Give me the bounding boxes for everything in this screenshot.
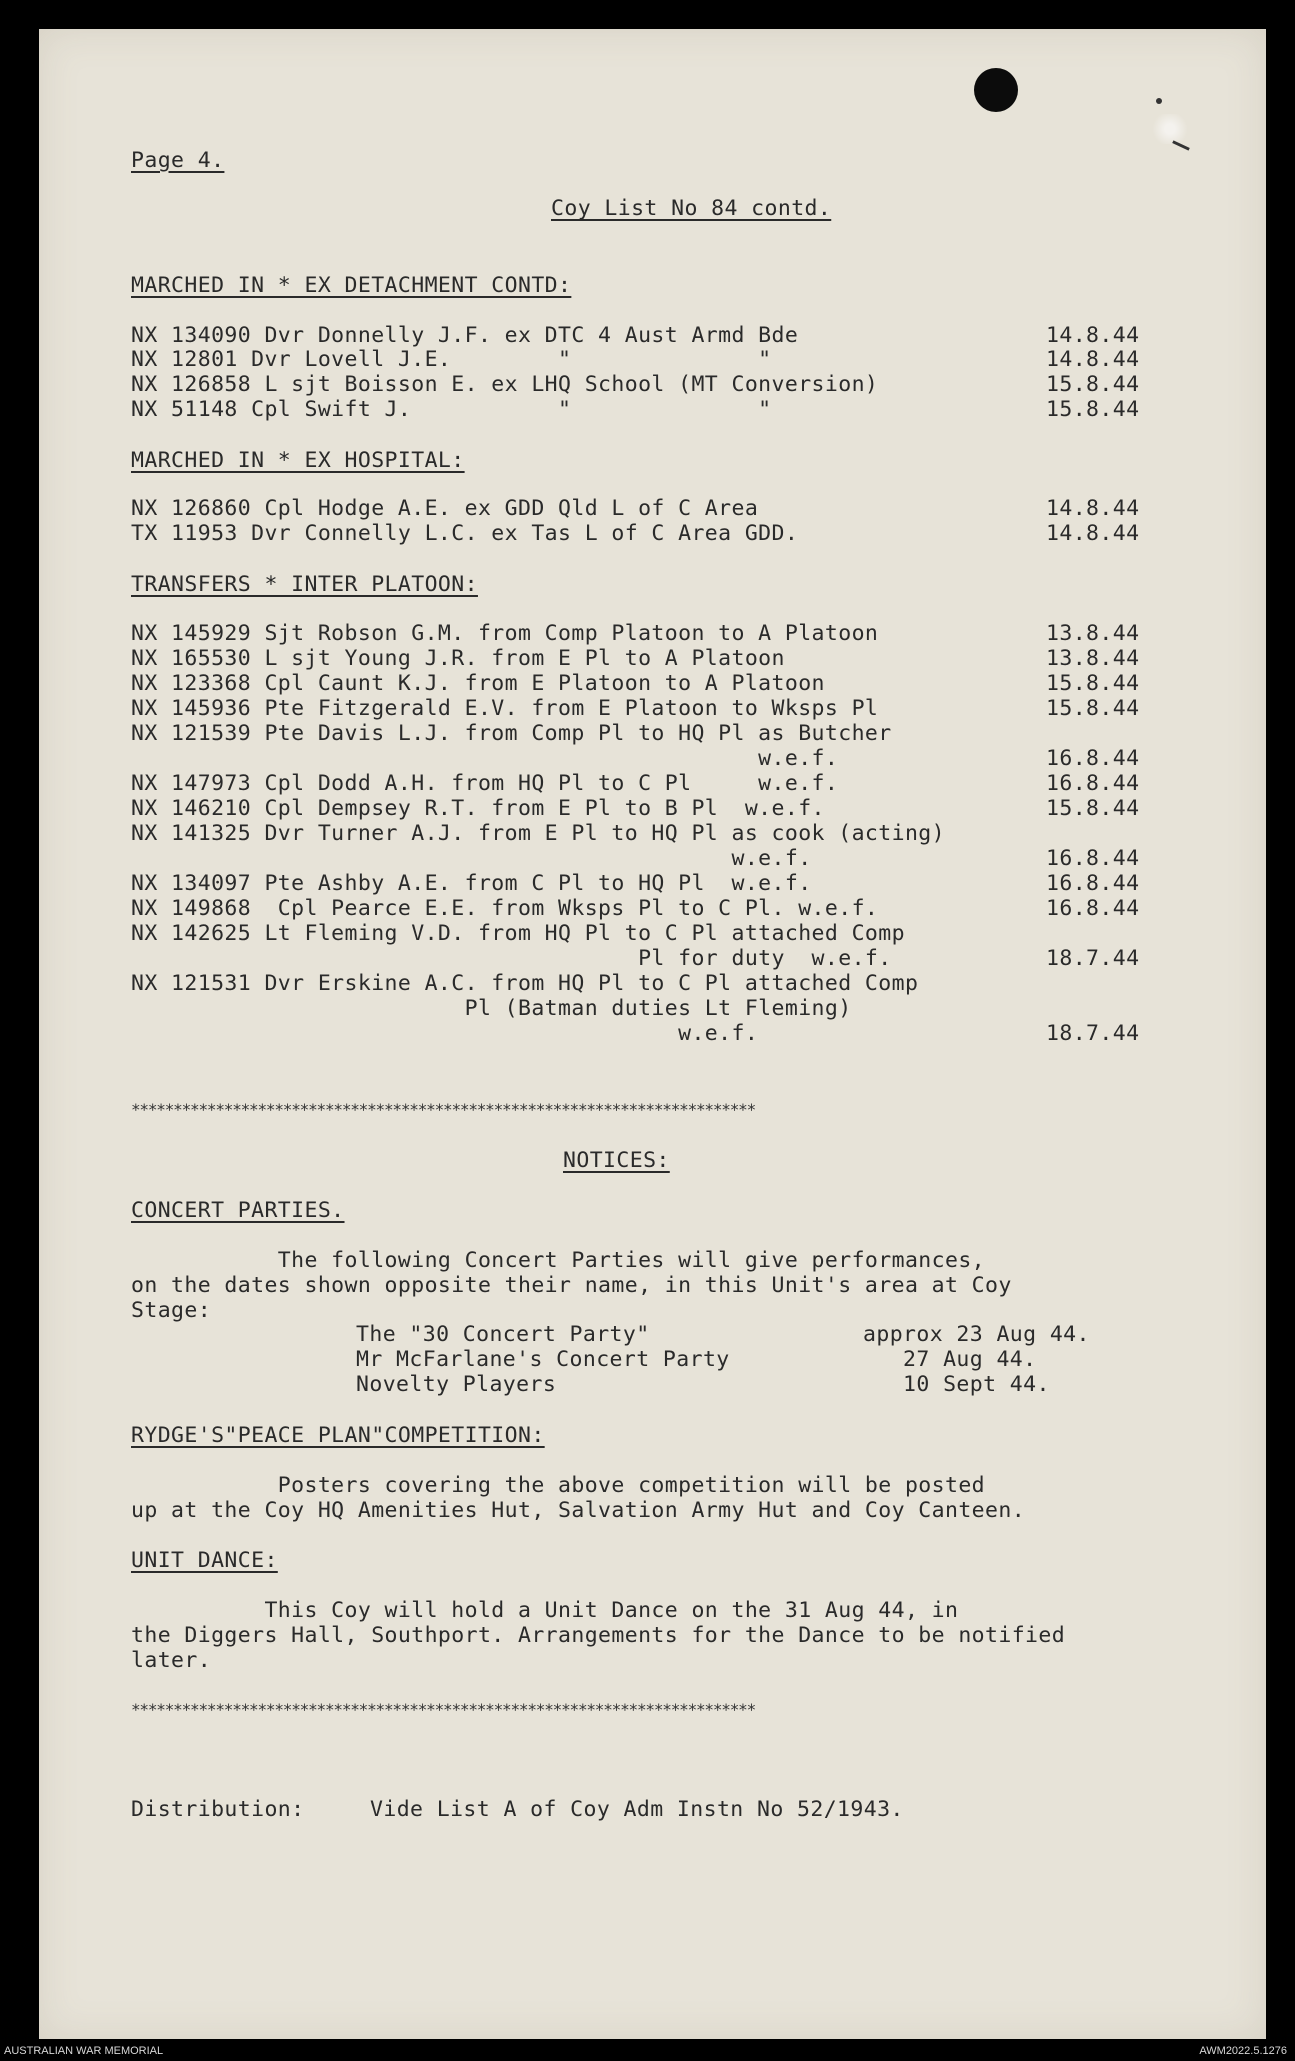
footer-archive-name: AUSTRALIAN WAR MEMORIAL xyxy=(4,2045,164,2057)
list-item: NX 121539 Pte Davis L.J. from Comp Pl to HQ Pl as Butcher xyxy=(131,721,892,746)
list-item: NX 126860 Cpl Hodge A.E. ex GDD Qld L of C Area xyxy=(131,496,759,521)
dance-paragraph-line: the Diggers Hall, Southport. Arrangements for the Dance to be notified xyxy=(131,1623,1066,1648)
concert-party-date: 10 Sept 44. xyxy=(863,1372,1050,1397)
list-item: NX 134097 Pte Ashby A.E. from C Pl to HQ Pl w.e.f. xyxy=(131,871,812,896)
list-item-date: 13.8.44 xyxy=(1046,621,1140,646)
concert-paragraph-line: Stage: xyxy=(131,1298,212,1323)
separator-stars: ************************************************************************** xyxy=(131,1700,756,1719)
list-item: NX 126858 L sjt Boisson E. ex LHQ School (MT Conversion) xyxy=(131,372,879,397)
list-item-date: 16.8.44 xyxy=(1046,871,1140,896)
distribution-text: Vide List A of Coy Adm Instn No 52/1943. xyxy=(370,1797,904,1822)
list-item: NX 149868 Cpl Pearce E.E. from Wksps Pl to C Pl. w.e.f. xyxy=(131,896,879,921)
rydge-paragraph-line: Posters covering the above competition will be posted xyxy=(131,1473,986,1498)
list-item: NX 142625 Lt Fleming V.D. from HQ Pl to C Pl attached Comp xyxy=(131,921,905,946)
concert-party-name: Novelty Players xyxy=(356,1372,557,1397)
rydge-paragraph-line: up at the Coy HQ Amenities Hut, Salvation Army Hut and Coy Canteen. xyxy=(131,1498,1026,1523)
page-number: Page 4. xyxy=(131,148,225,173)
section-heading-hospital: MARCHED IN * EX HOSPITAL: xyxy=(131,448,465,473)
notices-heading: NOTICES: xyxy=(563,1148,670,1173)
concert-party-date: approx 23 Aug 44. xyxy=(863,1322,1090,1347)
dance-paragraph-line: This Coy will hold a Unit Dance on the 31 Aug 44, in xyxy=(131,1598,959,1623)
pin-mark xyxy=(1150,114,1190,144)
list-item-date: 16.8.44 xyxy=(1046,896,1140,921)
punch-hole xyxy=(974,68,1018,112)
list-item: NX 145936 Pte Fitzgerald E.V. from E Platoon to Wksps Pl xyxy=(131,696,879,721)
list-item-date: 14.8.44 xyxy=(1046,323,1140,348)
list-item-date: 14.8.44 xyxy=(1046,496,1140,521)
concert-heading: CONCERT PARTIES. xyxy=(131,1198,345,1223)
list-item: NX 134090 Dvr Donnelly J.F. ex DTC 4 Aust Armd Bde xyxy=(131,323,799,348)
list-item-continuation: Pl for duty w.e.f. xyxy=(131,946,892,971)
list-item-continuation: w.e.f. xyxy=(131,746,839,771)
separator-stars: ************************************************************************** xyxy=(131,1100,756,1119)
list-item: NX 165530 L sjt Young J.R. from E Pl to A Platoon xyxy=(131,646,785,671)
concert-party-name: Mr McFarlane's Concert Party xyxy=(356,1347,730,1372)
list-item: NX 141325 Dvr Turner A.J. from E Pl to HQ Pl as cook (acting) xyxy=(131,821,945,846)
concert-party-date: 27 Aug 44. xyxy=(863,1347,1037,1372)
list-item: NX 121531 Dvr Erskine A.C. from HQ Pl to C Pl attached Comp xyxy=(131,971,919,996)
list-item-date: 15.8.44 xyxy=(1046,397,1140,422)
concert-party-name: The "30 Concert Party" xyxy=(356,1322,650,1347)
concert-paragraph-line: The following Concert Parties will give performances, xyxy=(131,1248,986,1273)
list-item-continuation: w.e.f. xyxy=(131,846,812,871)
list-item: NX 123368 Cpl Caunt K.J. from E Platoon to A Platoon xyxy=(131,671,825,696)
dance-paragraph-line: later. xyxy=(131,1648,212,1673)
list-item-date: 16.8.44 xyxy=(1046,746,1140,771)
dance-heading: UNIT DANCE: xyxy=(131,1548,278,1573)
list-item-date: 15.8.44 xyxy=(1046,671,1140,696)
rydge-heading: RYDGE'S"PEACE PLAN"COMPETITION: xyxy=(131,1423,545,1448)
list-item: TX 11953 Dvr Connelly L.C. ex Tas L of C Area GDD. xyxy=(131,521,799,546)
list-item: NX 12801 Dvr Lovell J.E. " " xyxy=(131,347,772,372)
list-title: Coy List No 84 contd. xyxy=(551,196,832,221)
list-item-date: 15.8.44 xyxy=(1046,796,1140,821)
list-item: NX 146210 Cpl Dempsey R.T. from E Pl to B Pl w.e.f. xyxy=(131,796,825,821)
list-item-date: 13.8.44 xyxy=(1046,646,1140,671)
list-item-date: 14.8.44 xyxy=(1046,347,1140,372)
concert-paragraph-line: on the dates shown opposite their name, in this Unit's area at Coy xyxy=(131,1273,1012,1298)
section-heading-detachment: MARCHED IN * EX DETACHMENT CONTD: xyxy=(131,273,572,298)
footer-accession-number: AWM2022.5.1276 xyxy=(1199,2045,1287,2057)
list-item: NX 51148 Cpl Swift J. " " xyxy=(131,397,772,422)
list-item-date: 16.8.44 xyxy=(1046,846,1140,871)
section-heading-transfers: TRANSFERS * INTER PLATOON: xyxy=(131,572,478,597)
pin-dot xyxy=(1156,98,1162,104)
distribution-label: Distribution: xyxy=(131,1797,305,1822)
list-item-date: 14.8.44 xyxy=(1046,521,1140,546)
list-item-date: 15.8.44 xyxy=(1046,372,1140,397)
list-item-date: 15.8.44 xyxy=(1046,696,1140,721)
list-item-date: 18.7.44 xyxy=(1046,946,1140,971)
list-item-date: 18.7.44 xyxy=(1046,1021,1140,1046)
list-item: NX 145929 Sjt Robson G.M. from Comp Platoon to A Platoon xyxy=(131,621,879,646)
list-item-continuation: Pl (Batman duties Lt Fleming) xyxy=(131,996,852,1021)
list-item: NX 147973 Cpl Dodd A.H. from HQ Pl to C Pl w.e.f. xyxy=(131,771,839,796)
list-item-continuation: w.e.f. xyxy=(131,1021,759,1046)
list-item-date: 16.8.44 xyxy=(1046,771,1140,796)
